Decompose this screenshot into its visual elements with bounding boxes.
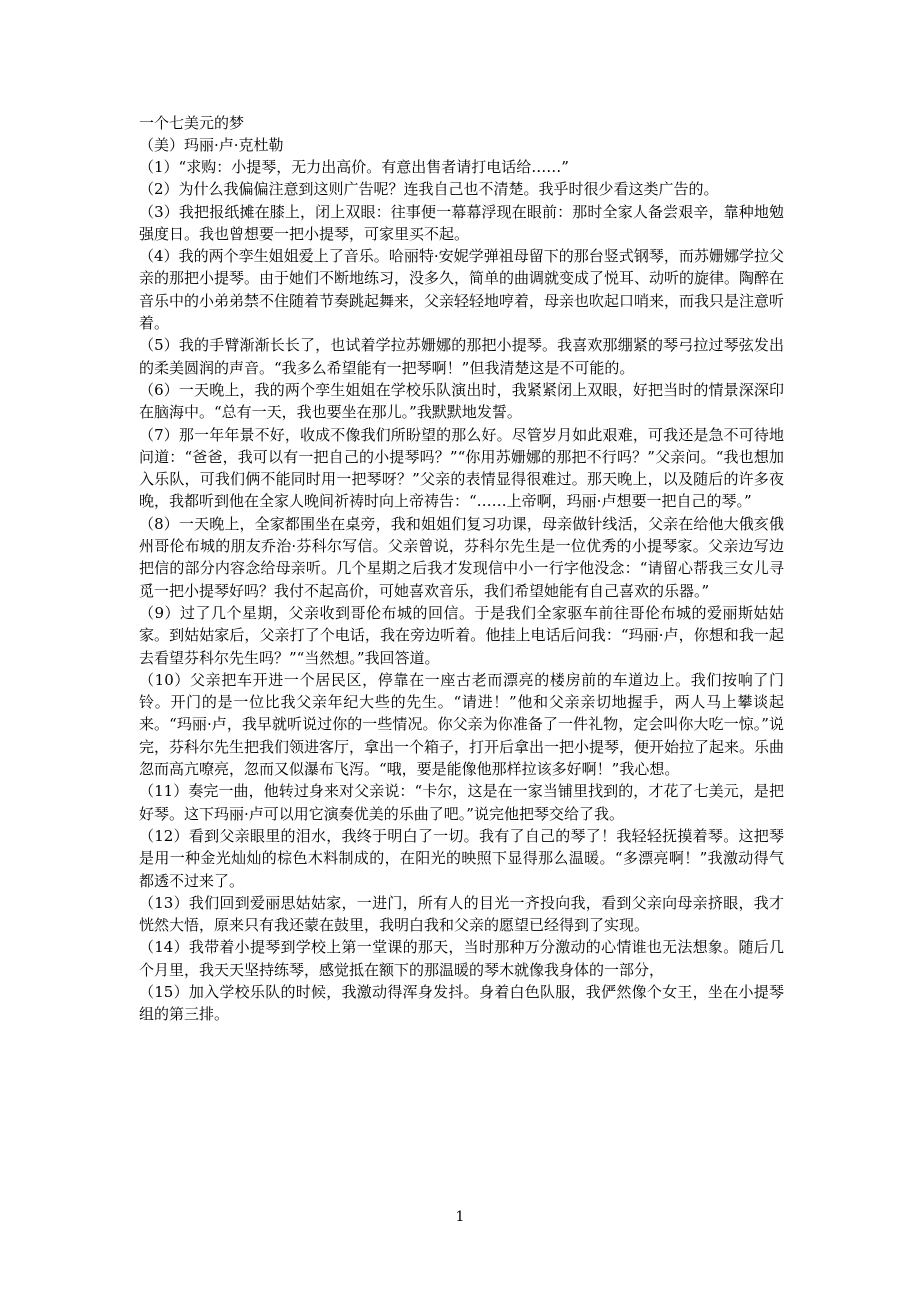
paragraph-13: （13）我们回到爱丽思姑姑家，一进门，所有人的目光一齐投向我，看到父亲向母亲挤眼，我才恍然大悟，原来只有我还蒙在鼓里，我明白我和父亲的愿望已经得到了实现。 [139, 893, 784, 935]
document-title: 一个七美元的梦 [139, 114, 245, 132]
paragraph-5: （5）我的手臂渐渐长长了，也试着学拉苏姗娜的那把小提琴。我喜欢那绷紧的琴弓拉过琴弦发出的柔美圆润的声音。“我多么希望能有一把琴啊！”但我清楚这是不可能的。 [139, 336, 784, 377]
paragraph-6: （6）一天晚上，我的两个孪生姐姐在学校乐队演出时，我紧紧闭上双眼，好把当时的情景深深印在脑海中。“总有一天，我也要坐在那儿。”我默默地发誓。 [139, 380, 784, 422]
paragraph-15: （15）加入学校乐队的时候，我激动得浑身发抖。身着白色队服，我俨然像个女王，坐在小提琴组的第三排。 [139, 982, 784, 1024]
paragraph-2: （2）为什么我偏偏注意到这则广告呢？连我自己也不清楚。我乎时很少看这类广告的。 [139, 180, 719, 199]
page-number: 1 [455, 1209, 465, 1225]
paragraph-14: （14）我带着小提琴到学校上第一堂课的那天，当时那种万分激动的心情谁也无法想象。随后几个月里，我天天坚持练琴，感觉抵在额下的那温暖的琴木就像我身体的一部分， [139, 938, 784, 979]
paragraph-4: （4）我的两个孪生姐姐爱上了音乐。哈丽特·安妮学弹祖母留下的那台竖式钢琴，而苏姗娜学拉父亲的那把小提琴。由于她们不断地练习，没多久，简单的曲调就变成了悦耳、动听的旋律。陶醉在音乐中的小弟弟禁不住随着节奏跳起舞来，父亲轻轻地哼着，母亲也吹起口哨来，而我只是注意听着。 [139, 247, 785, 333]
paragraph-8: （8）一天晚上，全家都围坐在桌旁，我和姐姐们复习功课，母亲做针线活，父亲在给他大俄亥俄州哥伦布城的朋友乔治·芬科尔写信。父亲曾说，芬科尔先生是一位优秀的小提琴家。父亲边写边把信的部分内容念给母亲听。几个星期之后我才发现信中小一行字他没念：“请留心帮我三女儿寻觅一把小提琴好吗？我付不起高价，可她喜欢音乐，我们希望她能有自己喜欢的乐器。” [139, 514, 784, 600]
paragraph-11: （11）奏完一曲，他转过身来对父亲说：“卡尔，这是在一家当铺里找到的，才花了七美元，是把好琴。这下玛丽·卢可以用它演奏优美的乐曲了吧。”说完他把琴交给了我。 [139, 782, 784, 823]
document-body [139, 112, 784, 1026]
document-author: （美）玛丽·卢·克杜勒 [139, 136, 284, 154]
paragraph-7: （7）那一年年景不好，收成不像我们所盼望的那么好。尽管岁月如此艰难，可我还是急不可待地问道：“爸爸，我可以有一把自己的小提琴吗？”“你用苏姗娜的那把不行吗？”父亲问。“我也想加入乐队，可我们俩不能同时用一把琴呀？”父亲的表情显得很难过。那天晚上，以及随后的许多夜晚，我都听到他在全家人晚间祈祷时向上帝祷告：“……上帝啊，玛丽·卢想要一把自己的琴。” [139, 425, 784, 511]
paragraph-10: （10）父亲把车开进一个居民区，停靠在一座古老而漂亮的楼房前的车道边上。我们按响了门铃。开门的是一位比我父亲年纪大些的先生。“请进！”他和父亲亲切地握手，两人马上攀谈起来。“玛丽·卢，我早就听说过你的一些情况。你父亲为你准备了一件礼物，定会叫你大吃一惊。”说完，芬科尔先生把我们领进客厅，拿出一个箱子，打开后拿出一把小提琴，便开始拉了起来。乐曲忽而高亢嘹亮，忽而又似瀑布飞泻。“哦，要是能像他那样拉该多好啊！”我心想。 [139, 670, 785, 779]
paragraph-3: （3）我把报纸摊在膝上，闭上双眼：往事便一幕幕浮现在眼前：那时全家人备尝艰辛，靠种地勉强度日。我也曾想要一把小提琴，可家里买不起。 [139, 202, 784, 243]
paragraph-9: （9）过了几个星期，父亲收到哥伦布城的回信。于是我们全家驱车前往哥伦布城的爱丽斯姑姑家。到姑姑家后，父亲打了个电话，我在旁边听着。他挂上电话后问我：“玛丽·卢，你想和我一起去看望芬科尔先生吗？”“当然想。”我回答道。 [139, 603, 784, 667]
paragraph-12: （12）看到父亲眼里的泪水，我终于明白了一切。我有了自己的琴了！我轻轻抚摸着琴。这把琴是用一种金光灿灿的棕色木料制成的，在阳光的映照下显得那么温暖。“多漂亮啊！”我激动得气都透不过来了。 [139, 826, 784, 890]
paragraph-1: （1）“求购：小提琴，无力出高价。有意出售者请打电话给……” [139, 158, 569, 176]
